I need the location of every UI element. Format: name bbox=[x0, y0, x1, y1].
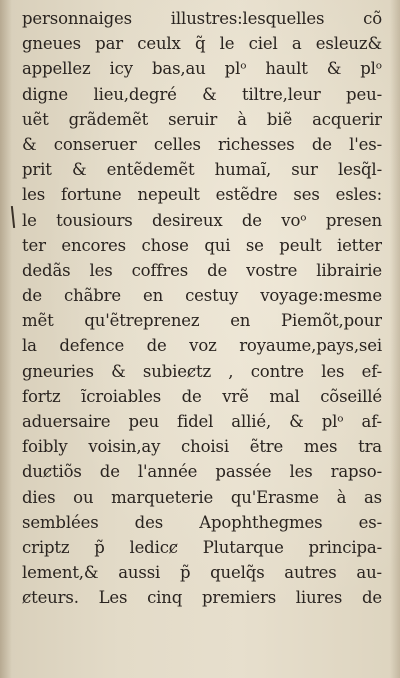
text-line: le tousiours desireux de voᵒ presen bbox=[22, 210, 382, 230]
page-left-shadow bbox=[0, 0, 12, 678]
page-right-shadow bbox=[390, 0, 400, 678]
text-line: aduersaire peu fidel allié, & plᵒ af- bbox=[22, 412, 382, 431]
text-line: dies ou marqueterie qu'Erasme à as bbox=[22, 487, 382, 507]
text-line: criptz p̃ ledicȼ Plutarque principa- bbox=[22, 537, 382, 557]
text-line: fortz ĩcroiables de vrẽ mal cõseillé bbox=[22, 386, 382, 406]
text-line: gneuries & subieȼtz , contre les ef- bbox=[22, 361, 382, 381]
text-line: prit & entẽdemẽt humaĩ, sur lesq̃l- bbox=[22, 160, 382, 180]
text-line: uẽt grãdemẽt seruir à biẽ acquerir bbox=[22, 109, 382, 129]
text-line: dedãs les coffres de vostre librairie bbox=[22, 260, 382, 280]
text-line: duȼtiõs de l'année passée les rapso- bbox=[22, 462, 382, 482]
text-line: digne lieu,degré & tiltre,leur peu- bbox=[22, 84, 382, 104]
text-block bbox=[22, 6, 382, 611]
text-line: personnaiges illustres:lesquelles cõ bbox=[22, 9, 382, 28]
text-line: appellez icy bas,au plᵒ hault & plᵒ bbox=[22, 59, 382, 79]
text-line: semblées des Apophthegmes es- bbox=[22, 512, 382, 532]
text-line: la defence de voz royaume,pays,sei bbox=[22, 336, 382, 356]
text-line: lement,& aussi p̃ quelq̃s autres au- bbox=[22, 563, 382, 583]
text-line: & conseruer celles richesses de l'es- bbox=[22, 134, 382, 154]
text-line: mẽt qu'ẽtreprenez en Piemõt,pour bbox=[22, 311, 382, 331]
text-line: les fortune nepeult estẽdre ses esles: bbox=[22, 185, 382, 205]
text-line: de chãbre en cestuy voyage:mesme bbox=[22, 286, 382, 306]
text-line: foibly voisin,ay choisi ẽtre mes tra bbox=[22, 437, 382, 457]
text-line: ȼteurs. Les cinq premiers liures de bbox=[22, 588, 382, 608]
text-line: ter encores chose qui se peult ietter bbox=[22, 235, 382, 255]
text-line: gneues par ceulx q̃ le ciel a esleuz& bbox=[22, 34, 382, 54]
